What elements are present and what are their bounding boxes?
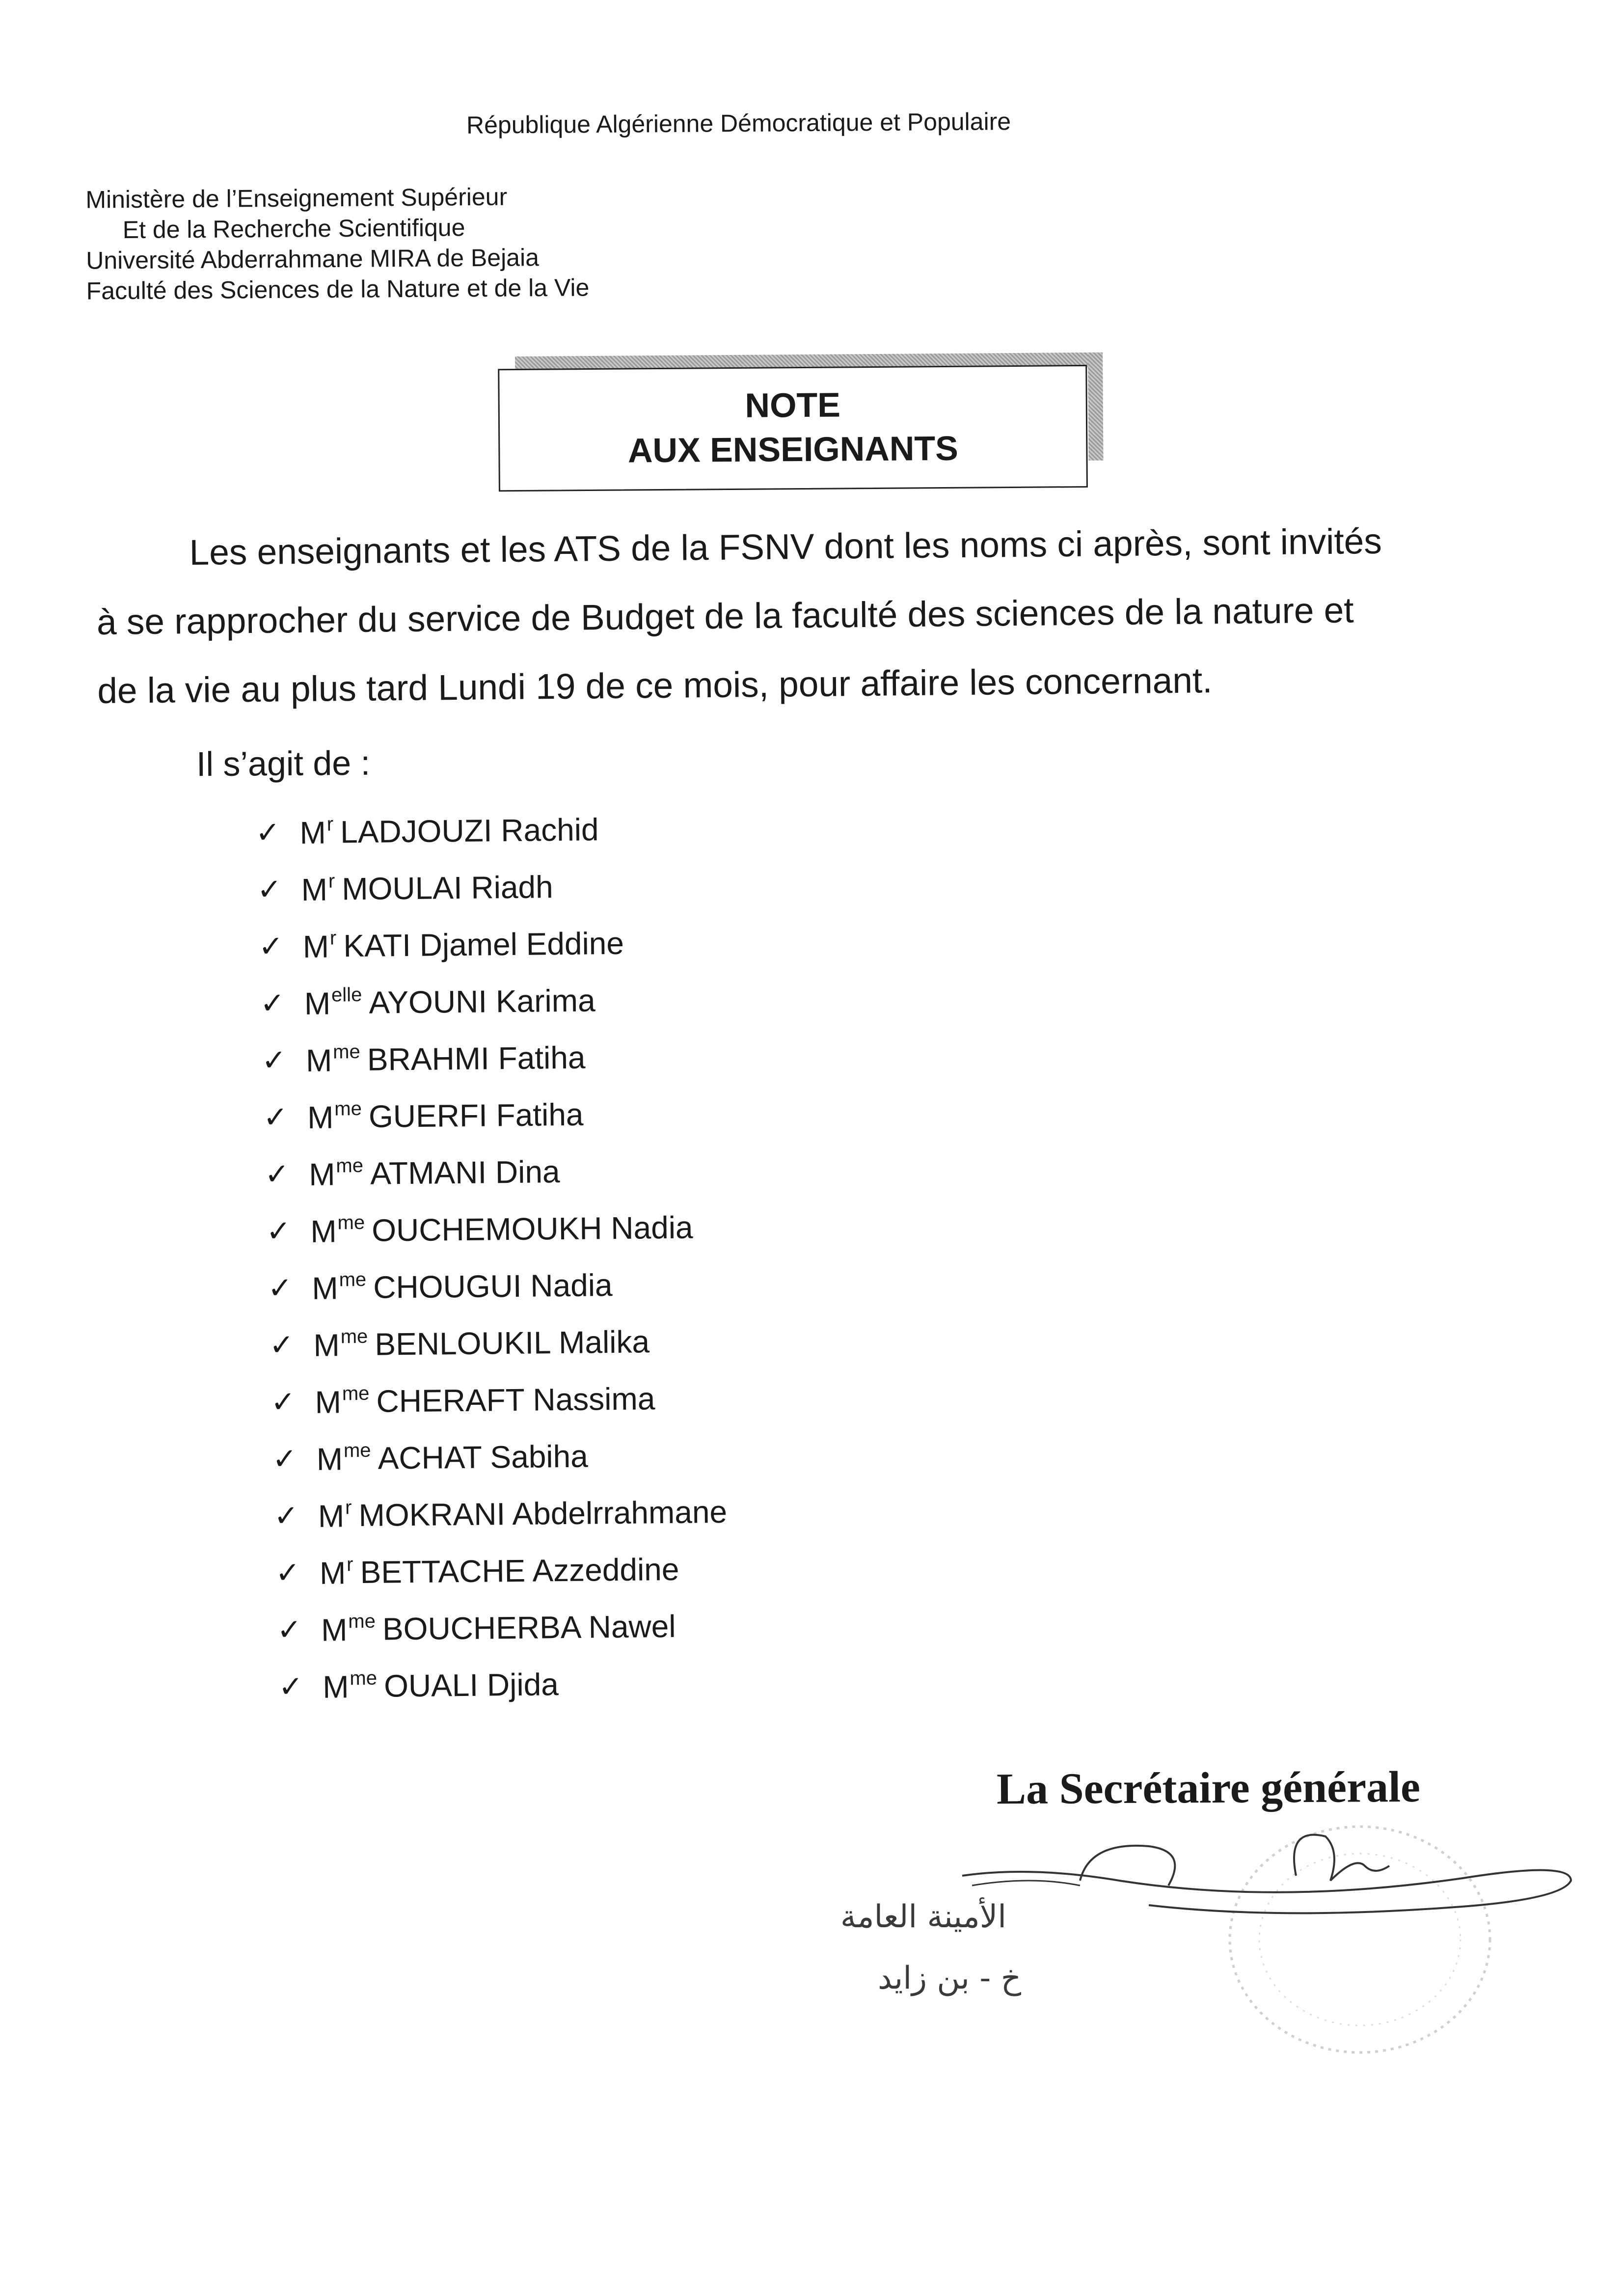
- honorific-suffix: me: [348, 1610, 376, 1633]
- person-name: LADJOUZI Rachid: [340, 812, 599, 850]
- list-item: [262, 1537, 1048, 1602]
- signature-stroke: [972, 1881, 1080, 1886]
- honorific-base: M: [307, 1099, 334, 1136]
- list-item: [260, 1253, 1046, 1317]
- list-item: [263, 1594, 1049, 1659]
- honorific-suffix: elle: [331, 984, 362, 1006]
- person-name: KATI Djamel Eddine: [343, 925, 624, 964]
- note-title-box: [498, 353, 1104, 495]
- honorific-base: M: [322, 1669, 349, 1705]
- person-name: MOKRANI Abdelrrahmane: [358, 1494, 728, 1533]
- ministry-line: Ministère de l’Enseignement Supérieur: [85, 183, 508, 214]
- box-shadow: [1088, 353, 1104, 461]
- person-name: ACHAT Sabiha: [378, 1438, 589, 1476]
- honorific: [316, 1440, 371, 1477]
- list-item: [259, 1139, 1045, 1203]
- honorific: [315, 1383, 370, 1421]
- honorific: [318, 1497, 352, 1534]
- honorific-base: M: [301, 872, 328, 908]
- list-item: [261, 1367, 1047, 1431]
- honorific: [307, 1098, 362, 1136]
- stamp-text: الأمينة العامة: [840, 1899, 1006, 1935]
- checkmark-icon: ✓: [275, 1556, 300, 1589]
- honorific: [320, 1554, 353, 1591]
- honorific-suffix: r: [329, 927, 337, 949]
- honorific-base: M: [316, 1441, 343, 1477]
- honorific-suffix: r: [346, 1554, 353, 1576]
- checkmark-icon: ✓: [263, 1100, 288, 1134]
- honorific: [312, 1269, 367, 1307]
- checkmark-icon: ✓: [258, 929, 284, 963]
- honorific: [304, 984, 362, 1022]
- person-name: GUERFI Fatiha: [368, 1096, 584, 1134]
- honorific: [323, 1667, 378, 1705]
- checkmark-icon: ✓: [272, 1442, 298, 1476]
- honorific: [309, 1155, 364, 1193]
- person-name: CHOUGUI Nadia: [373, 1267, 613, 1305]
- list-item: [260, 1310, 1046, 1374]
- signatory-title: La Secrétaire générale: [996, 1762, 1421, 1814]
- paragraph-line: Les enseignants et les ATS de la FSNV dont les noms ci après, sont invités: [189, 521, 1382, 573]
- university-line: Université Abderrahmane MIRA de Bejaia: [86, 244, 540, 274]
- body-paragraph: [96, 506, 1487, 726]
- honorific-suffix: r: [328, 870, 335, 892]
- honorific: [302, 927, 336, 965]
- person-name: CHERAFT Nassima: [376, 1381, 655, 1419]
- person-name: BENLOUKIL Malika: [375, 1324, 650, 1362]
- honorific-suffix: me: [340, 1325, 368, 1348]
- names-list: [255, 797, 1050, 1716]
- signature-stroke: [1294, 1835, 1389, 1881]
- signature-and-stamp: [840, 1807, 1571, 2111]
- honorific-suffix: r: [326, 813, 334, 835]
- note-box: [498, 365, 1088, 492]
- checkmark-icon: ✓: [276, 1613, 302, 1646]
- honorific-base: M: [304, 985, 331, 1022]
- paragraph-line: de la vie au plus tard Lundi 19 de ce mois, pour affaire les concernant.: [97, 660, 1213, 711]
- honorific: [301, 870, 335, 908]
- honorific-suffix: me: [342, 1382, 370, 1405]
- honorific-base: M: [318, 1498, 345, 1534]
- signature-stroke: [962, 1870, 1571, 1913]
- person-name: BOUCHERBA Nawel: [382, 1608, 676, 1647]
- honorific-suffix: me: [343, 1439, 371, 1462]
- person-name: BRAHMI Fatiha: [367, 1039, 586, 1077]
- checkmark-icon: ✓: [264, 1157, 290, 1191]
- list-item: [256, 911, 1042, 975]
- person-name: ATMANI Dina: [370, 1154, 560, 1191]
- paragraph-line: à se rapprocher du service de Budget de la faculté des sciences de la nature et: [96, 590, 1354, 642]
- honorific-base: M: [321, 1612, 348, 1648]
- honorific-suffix: me: [337, 1211, 365, 1234]
- stamp-inner-circle: [1259, 1854, 1461, 2025]
- signature-stroke: [1080, 1846, 1175, 1886]
- honorific-base: M: [302, 929, 329, 965]
- honorific-suffix: r: [345, 1497, 352, 1519]
- list-item: [264, 1651, 1050, 1716]
- honorific-base: M: [313, 1327, 340, 1363]
- honorific-suffix: me: [332, 1040, 360, 1063]
- list-intro: Il s’agit de :: [196, 743, 371, 784]
- list-item: [256, 854, 1042, 918]
- ministry-line: Et de la Recherche Scientifique: [122, 214, 465, 244]
- honorific-suffix: me: [339, 1268, 367, 1291]
- list-item: [262, 1480, 1048, 1545]
- list-item: [257, 968, 1043, 1032]
- checkmark-icon: ✓: [273, 1499, 299, 1532]
- honorific-base: M: [308, 1156, 335, 1192]
- checkmark-icon: ✓: [255, 816, 281, 849]
- person-name: AYOUNI Karima: [369, 983, 595, 1020]
- list-item: [261, 1423, 1047, 1488]
- checkmark-icon: ✓: [268, 1271, 293, 1305]
- honorific-base: M: [310, 1213, 337, 1249]
- checkmark-icon: ✓: [261, 1043, 287, 1077]
- checkmark-icon: ✓: [257, 873, 282, 906]
- faculty-line: Faculté des Sciences de la Nature et de la Vie: [86, 273, 590, 305]
- person-name: BETTACHE Azzeddine: [360, 1551, 679, 1590]
- checkmark-icon: ✓: [260, 986, 285, 1020]
- checkmark-icon: ✓: [269, 1328, 295, 1362]
- honorific: [310, 1212, 365, 1250]
- honorific-base: M: [315, 1384, 342, 1420]
- republic-heading: République Algérienne Démocratique et Populaire: [466, 108, 1011, 139]
- honorific-base: M: [299, 815, 326, 851]
- checkmark-icon: ✓: [270, 1385, 296, 1419]
- honorific: [321, 1611, 376, 1648]
- honorific-suffix: me: [350, 1667, 378, 1690]
- person-name: MOULAI Riadh: [341, 869, 554, 907]
- honorific: [299, 813, 333, 851]
- list-item: [258, 1082, 1044, 1146]
- person-name: OUCHEMOUKH Nadia: [371, 1209, 693, 1248]
- note-subtitle: AUX ENSEIGNANTS: [627, 429, 959, 470]
- stamp-circle: [1230, 1827, 1490, 2052]
- note-title: NOTE: [745, 385, 841, 425]
- person-name: OUALI Djida: [383, 1667, 559, 1704]
- list-item: [255, 797, 1041, 861]
- list-item: [257, 1025, 1043, 1089]
- list-item: [259, 1196, 1045, 1260]
- honorific: [313, 1326, 368, 1364]
- honorific-base: M: [319, 1555, 346, 1591]
- institution-block: [85, 181, 589, 306]
- honorific-base: M: [312, 1270, 339, 1306]
- stamp-text: خ - بن زايد: [877, 1960, 1021, 1996]
- honorific-base: M: [305, 1042, 332, 1079]
- checkmark-icon: ✓: [278, 1670, 303, 1703]
- honorific-suffix: me: [334, 1097, 362, 1120]
- honorific: [306, 1041, 361, 1079]
- honorific-suffix: me: [336, 1154, 364, 1177]
- checkmark-icon: ✓: [266, 1214, 291, 1248]
